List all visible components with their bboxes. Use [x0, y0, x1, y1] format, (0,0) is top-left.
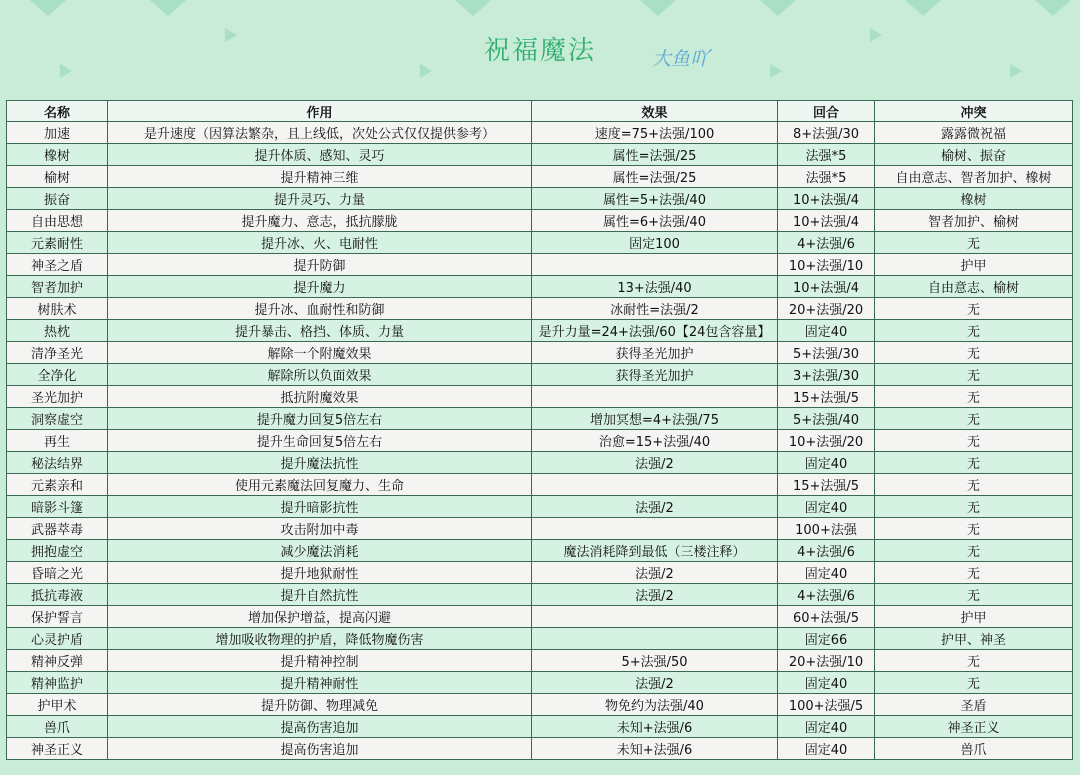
cell-conflict: 智者加护、榆树 — [875, 210, 1073, 232]
table-row — [7, 320, 1073, 342]
cell-turns: 20+法强/10 — [778, 650, 875, 672]
column-header-turns: 回合 — [778, 101, 875, 122]
cell-turns: 固定40 — [778, 452, 875, 474]
cell-effect-desc: 提升地狱耐性 — [108, 562, 532, 584]
cell-conflict: 护甲 — [875, 606, 1073, 628]
cell-conflict: 无 — [875, 540, 1073, 562]
table-row — [7, 210, 1073, 232]
cell-effect-value: 魔法消耗降到最低（三楼注释） — [532, 540, 778, 562]
cell-turns: 5+法强/40 — [778, 408, 875, 430]
cell-effect-desc: 提升体质、感知、灵巧 — [108, 144, 532, 166]
cell-effect-desc: 提升精神三维 — [108, 166, 532, 188]
table-row — [7, 672, 1073, 694]
cell-name: 护甲术 — [7, 694, 108, 716]
cell-turns: 10+法强/4 — [778, 188, 875, 210]
cell-effect-desc: 增加保护增益，提高闪避 — [108, 606, 532, 628]
cell-effect-value: 增加冥想=4+法强/75 — [532, 408, 778, 430]
cell-turns: 15+法强/5 — [778, 474, 875, 496]
cell-conflict: 无 — [875, 562, 1073, 584]
cell-effect-value: 法强/2 — [532, 452, 778, 474]
cell-turns: 100+法强 — [778, 518, 875, 540]
cell-effect-value — [532, 474, 778, 496]
cell-effect-value: 未知+法强/6 — [532, 738, 778, 760]
cell-effect-value: 法强/2 — [532, 562, 778, 584]
cell-conflict: 露露微祝福 — [875, 122, 1073, 144]
cell-conflict: 无 — [875, 518, 1073, 540]
cell-conflict: 无 — [875, 496, 1073, 518]
cell-turns: 100+法强/5 — [778, 694, 875, 716]
cell-conflict: 无 — [875, 474, 1073, 496]
cell-conflict: 无 — [875, 452, 1073, 474]
table-row — [7, 606, 1073, 628]
cell-name: 暗影斗篷 — [7, 496, 108, 518]
cell-effect-desc: 提升生命回复5倍左右 — [108, 430, 532, 452]
cell-name: 心灵护盾 — [7, 628, 108, 650]
cell-effect-value: 未知+法强/6 — [532, 716, 778, 738]
cell-turns: 15+法强/5 — [778, 386, 875, 408]
cell-name: 洞察虚空 — [7, 408, 108, 430]
cell-turns: 固定40 — [778, 716, 875, 738]
cell-effect-value: 13+法强/40 — [532, 276, 778, 298]
cell-turns: 10+法强/4 — [778, 276, 875, 298]
cell-effect-value: 法强/2 — [532, 672, 778, 694]
cell-effect-value: 法强/2 — [532, 496, 778, 518]
column-header-conflict: 冲突 — [875, 101, 1073, 122]
cell-conflict: 无 — [875, 584, 1073, 606]
cell-name: 精神监护 — [7, 672, 108, 694]
decor-triangle — [640, 0, 676, 16]
cell-effect-desc: 提升魔力、意志，抵抗朦胧 — [108, 210, 532, 232]
cell-name: 再生 — [7, 430, 108, 452]
cell-name: 秘法结界 — [7, 452, 108, 474]
table-row — [7, 166, 1073, 188]
cell-turns: 4+法强/6 — [778, 232, 875, 254]
cell-turns: 固定40 — [778, 496, 875, 518]
table-row — [7, 276, 1073, 298]
cell-name: 拥抱虚空 — [7, 540, 108, 562]
cell-turns: 4+法强/6 — [778, 584, 875, 606]
cell-effect-desc: 提升冰、火、电耐性 — [108, 232, 532, 254]
table-row — [7, 386, 1073, 408]
cell-turns: 固定66 — [778, 628, 875, 650]
cell-conflict: 神圣正义 — [875, 716, 1073, 738]
cell-effect-desc: 提升灵巧、力量 — [108, 188, 532, 210]
column-header-effect-desc: 作用 — [108, 101, 532, 122]
cell-conflict: 无 — [875, 672, 1073, 694]
cell-conflict: 无 — [875, 320, 1073, 342]
cell-effect-desc: 提升自然抗性 — [108, 584, 532, 606]
cell-name: 榆树 — [7, 166, 108, 188]
cell-effect-desc: 提升暗影抗性 — [108, 496, 532, 518]
cell-name: 元素亲和 — [7, 474, 108, 496]
cell-conflict: 无 — [875, 298, 1073, 320]
table-row — [7, 650, 1073, 672]
cell-turns: 4+法强/6 — [778, 540, 875, 562]
table-row — [7, 694, 1073, 716]
cell-name: 武器萃毒 — [7, 518, 108, 540]
table-row — [7, 540, 1073, 562]
table-row — [7, 188, 1073, 210]
decor-triangle — [1035, 0, 1071, 16]
cell-effect-value: 属性=6+法强/40 — [532, 210, 778, 232]
cell-conflict: 护甲、神圣 — [875, 628, 1073, 650]
cell-name: 神圣之盾 — [7, 254, 108, 276]
table-row — [7, 474, 1073, 496]
cell-conflict: 无 — [875, 386, 1073, 408]
cell-effect-desc: 提高伤害追加 — [108, 716, 532, 738]
decor-triangle — [30, 0, 66, 16]
author-signature: 大鱼吖 — [652, 48, 710, 70]
cell-effect-value — [532, 254, 778, 276]
cell-conflict: 无 — [875, 430, 1073, 452]
cell-name: 元素耐性 — [7, 232, 108, 254]
cell-name: 振奋 — [7, 188, 108, 210]
cell-name: 昏暗之光 — [7, 562, 108, 584]
spell-table — [6, 100, 1073, 760]
decor-triangle — [455, 0, 491, 16]
cell-effect-value: 冰耐性=法强/2 — [532, 298, 778, 320]
cell-effect-desc: 抵抗附魔效果 — [108, 386, 532, 408]
cell-effect-desc: 提升防御、物理减免 — [108, 694, 532, 716]
cell-name: 加速 — [7, 122, 108, 144]
cell-turns: 固定40 — [778, 738, 875, 760]
table-header-row — [7, 101, 1073, 122]
cell-effect-desc: 增加吸收物理的护盾，降低物魔伤害 — [108, 628, 532, 650]
cell-effect-desc: 提升防御 — [108, 254, 532, 276]
cell-conflict: 无 — [875, 342, 1073, 364]
table-row — [7, 716, 1073, 738]
cell-effect-desc: 提升精神控制 — [108, 650, 532, 672]
table-row — [7, 254, 1073, 276]
cell-effect-desc: 解除一个附魔效果 — [108, 342, 532, 364]
cell-turns: 3+法强/30 — [778, 364, 875, 386]
cell-turns: 法强*5 — [778, 166, 875, 188]
table-row — [7, 122, 1073, 144]
cell-effect-desc: 提升魔法抗性 — [108, 452, 532, 474]
cell-turns: 8+法强/30 — [778, 122, 875, 144]
cell-effect-value: 物免约为法强/40 — [532, 694, 778, 716]
decor-triangle — [760, 0, 796, 16]
cell-name: 抵抗毒液 — [7, 584, 108, 606]
cell-effect-value — [532, 518, 778, 540]
table-row — [7, 364, 1073, 386]
cell-effect-desc: 提升冰、血耐性和防御 — [108, 298, 532, 320]
table-row — [7, 232, 1073, 254]
cell-turns: 固定40 — [778, 562, 875, 584]
cell-conflict: 橡树 — [875, 188, 1073, 210]
cell-name: 清净圣光 — [7, 342, 108, 364]
page-title: 祝福魔法 — [483, 36, 596, 66]
cell-effect-value: 属性=法强/25 — [532, 166, 778, 188]
cell-name: 橡树 — [7, 144, 108, 166]
table-row — [7, 584, 1073, 606]
cell-effect-desc: 提升魔力 — [108, 276, 532, 298]
column-header-effect-value: 效果 — [532, 101, 778, 122]
column-header-name: 名称 — [7, 101, 108, 122]
cell-effect-value: 治愈=15+法强/40 — [532, 430, 778, 452]
table-row — [7, 628, 1073, 650]
cell-name: 自由思想 — [7, 210, 108, 232]
cell-conflict: 圣盾 — [875, 694, 1073, 716]
cell-effect-value: 速度=75+法强/100 — [532, 122, 778, 144]
cell-effect-value: 固定100 — [532, 232, 778, 254]
cell-conflict: 护甲 — [875, 254, 1073, 276]
cell-conflict: 无 — [875, 650, 1073, 672]
table-body — [7, 122, 1073, 760]
table-row — [7, 496, 1073, 518]
table-row — [7, 562, 1073, 584]
cell-conflict: 兽爪 — [875, 738, 1073, 760]
cell-name: 神圣正义 — [7, 738, 108, 760]
table-row — [7, 408, 1073, 430]
cell-conflict: 无 — [875, 408, 1073, 430]
cell-turns: 20+法强/20 — [778, 298, 875, 320]
cell-name: 兽爪 — [7, 716, 108, 738]
cell-effect-desc: 是升速度（因算法繁杂，且上线低，次处公式仅仅提供参考） — [108, 122, 532, 144]
table-row — [7, 518, 1073, 540]
decor-triangle — [150, 0, 186, 16]
cell-effect-value: 属性=5+法强/40 — [532, 188, 778, 210]
table-row — [7, 430, 1073, 452]
cell-effect-value: 是升力量=24+法强/60【24包含容量】 — [532, 320, 778, 342]
table-row — [7, 738, 1073, 760]
cell-effect-value: 属性=法强/25 — [532, 144, 778, 166]
cell-effect-desc: 攻击附加中毒 — [108, 518, 532, 540]
cell-conflict: 榆树、振奋 — [875, 144, 1073, 166]
cell-effect-value — [532, 606, 778, 628]
cell-name: 全净化 — [7, 364, 108, 386]
cell-turns: 10+法强/20 — [778, 430, 875, 452]
table-row — [7, 298, 1073, 320]
cell-turns: 10+法强/4 — [778, 210, 875, 232]
cell-effect-value — [532, 628, 778, 650]
cell-conflict: 自由意志、榆树 — [875, 276, 1073, 298]
cell-conflict: 无 — [875, 232, 1073, 254]
cell-effect-value: 法强/2 — [532, 584, 778, 606]
table-row — [7, 342, 1073, 364]
cell-effect-value: 获得圣光加护 — [532, 364, 778, 386]
cell-conflict: 自由意志、智者加护、橡树 — [875, 166, 1073, 188]
cell-effect-desc: 提升暴击、格挡、体质、力量 — [108, 320, 532, 342]
cell-name: 圣光加护 — [7, 386, 108, 408]
table-row — [7, 144, 1073, 166]
cell-effect-desc: 解除所以负面效果 — [108, 364, 532, 386]
cell-turns: 法强*5 — [778, 144, 875, 166]
cell-effect-value: 5+法强/50 — [532, 650, 778, 672]
table-row — [7, 452, 1073, 474]
cell-turns: 固定40 — [778, 320, 875, 342]
cell-effect-desc: 提高伤害追加 — [108, 738, 532, 760]
cell-name: 精神反弹 — [7, 650, 108, 672]
cell-conflict: 无 — [875, 364, 1073, 386]
cell-effect-desc: 使用元素魔法回复魔力、生命 — [108, 474, 532, 496]
cell-effect-value: 获得圣光加护 — [532, 342, 778, 364]
cell-name: 智者加护 — [7, 276, 108, 298]
cell-effect-desc: 提升精神耐性 — [108, 672, 532, 694]
cell-effect-value — [532, 386, 778, 408]
cell-turns: 5+法强/30 — [778, 342, 875, 364]
cell-turns: 60+法强/5 — [778, 606, 875, 628]
cell-turns: 10+法强/10 — [778, 254, 875, 276]
cell-name: 保护誓言 — [7, 606, 108, 628]
cell-name: 热枕 — [7, 320, 108, 342]
cell-effect-desc: 提升魔力回复5倍左右 — [108, 408, 532, 430]
cell-turns: 固定40 — [778, 672, 875, 694]
cell-name: 树肤术 — [7, 298, 108, 320]
cell-effect-desc: 减少魔法消耗 — [108, 540, 532, 562]
decor-triangle — [905, 0, 941, 16]
